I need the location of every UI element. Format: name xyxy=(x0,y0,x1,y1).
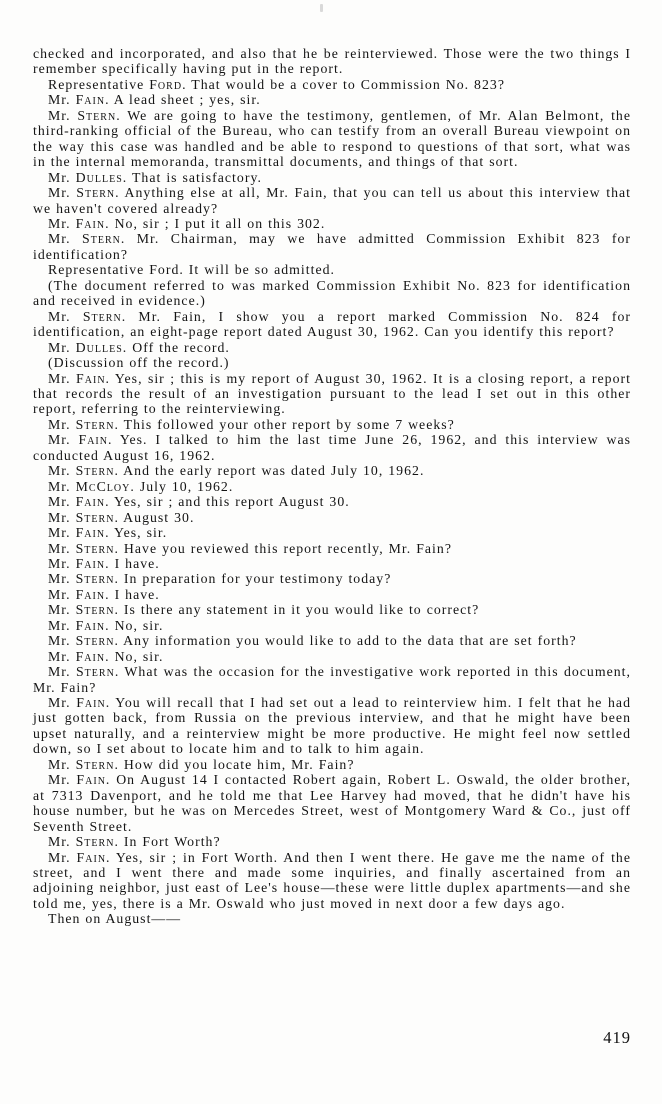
speaker-name: Stern. xyxy=(75,834,119,850)
speaker-prefix: Mr. xyxy=(48,648,76,664)
paragraph: Mr. Fain. A lead sheet ; yes, sir. xyxy=(48,92,261,108)
speaker-prefix: Mr. xyxy=(48,586,76,602)
speaker-prefix: Mr. xyxy=(48,463,76,479)
speaker-name: Fain. xyxy=(75,215,110,231)
paragraph: (The document referred to was marked Commission Exhibit No. 823 for identification and received in evidence.) xyxy=(33,277,631,309)
speaker-prefix: Mr. xyxy=(48,509,76,525)
speaker-name: Fain. xyxy=(75,525,110,541)
paragraph: Mr. Stern. Any information you would like to add to the data that are set forth? xyxy=(48,633,577,649)
speaker-prefix: Mr. xyxy=(48,602,76,618)
speaker-prefix: Mr. xyxy=(48,617,76,633)
speaker-prefix: Mr. xyxy=(48,308,83,324)
speaker-name: Fain. xyxy=(75,555,110,571)
speaker-prefix: Mr. xyxy=(48,92,76,108)
speaker-name: Ford. xyxy=(149,76,187,92)
speaker-prefix: Mr. xyxy=(48,772,77,788)
speaker-name: Fain. xyxy=(75,617,110,633)
paragraph: Mr. Stern. Mr. Chairman, may we have admitted Commission Exhibit 823 for identification? xyxy=(33,231,631,262)
paragraph: Mr. Fain. I have. xyxy=(48,586,160,602)
paragraph: Mr. Dulles. That is satisfactory. xyxy=(48,169,262,185)
speaker-prefix: Mr. xyxy=(48,525,76,541)
speaker-prefix: Mr. xyxy=(48,478,76,494)
speaker-name: Stern. xyxy=(77,107,121,123)
speaker-prefix: Mr. xyxy=(48,416,76,432)
speaker-prefix: Mr. xyxy=(48,756,76,772)
speaker-prefix: Mr. xyxy=(48,849,77,865)
paragraph: Mr. Fain. Yes. I talked to him the last time June 26, 1962, and this interview was conducted August 16, 1962. xyxy=(33,432,631,463)
paragraph: Mr. Dulles. Off the record. xyxy=(48,339,230,355)
speaker-prefix: Mr. xyxy=(48,169,76,185)
speaker-name: Stern. xyxy=(75,602,119,618)
paragraph: Mr. Stern. August 30. xyxy=(48,509,195,525)
paragraph: Representative Ford. That would be a cover to Commission No. 823? xyxy=(48,76,505,92)
paragraph: Mr. Stern. In Fort Worth? xyxy=(48,834,221,850)
speaker-name: Dulles. xyxy=(75,169,128,185)
speaker-prefix: Mr. xyxy=(48,555,76,571)
speaker-name: Stern. xyxy=(75,664,120,680)
paragraph: Mr. Stern. Is there any statement in it you would like to correct? xyxy=(48,602,480,618)
speaker-prefix: Mr. xyxy=(48,540,76,556)
speaker-name: Fain. xyxy=(76,849,111,865)
paragraph: Mr. Fain. No, sir. xyxy=(48,648,164,664)
speaker-name: McCloy. xyxy=(75,478,135,494)
speaker-name: Stern. xyxy=(75,571,119,587)
paragraph: (Discussion off the record.) xyxy=(48,355,230,371)
speaker-name: Stern. xyxy=(75,540,119,556)
transcript-body xyxy=(33,46,631,927)
speaker-prefix: Mr. xyxy=(48,231,82,247)
paragraph: Mr. Stern. This followed your other report by some 7 weeks? xyxy=(48,416,455,432)
speaker-name: Dulles. xyxy=(75,339,128,355)
paragraph: Mr. Stern. And the early report was dated July 10, 1962. xyxy=(48,463,425,479)
paragraph: Mr. Fain. Yes, sir ; in Fort Worth. And then I went there. He gave me the name of the street, and I went there and made some inquiries, and finally ascertained from an adjoining neighbor, just east of Lee's house—these were little duplex apartments—and she told me, yes, there is a Mr. Oswald who just moved in next door a few days ago. xyxy=(33,849,631,911)
speaker-prefix: Mr. xyxy=(48,185,77,201)
speaker-name: Stern. xyxy=(75,463,119,479)
paragraph: Mr. Stern. Mr. Fain, I show you a report marked Commission No. 824 for identification, an eight-page report dated August 30, 1962. Can you identify this report? xyxy=(33,308,631,340)
speaker-prefix: Mr. xyxy=(48,834,76,850)
speaker-name: Stern. xyxy=(82,231,126,247)
speaker-name: Stern. xyxy=(75,509,119,525)
speaker-prefix: Representative xyxy=(48,76,150,92)
paragraph: Mr. Stern. We are going to have the testimony, gentlemen, of Mr. Alan Belmont, the third-ranking official of the Bureau, who can testify from an overall Bureau viewpoint on the way this case was handled and be able to respond to questions of that sort, what was in the internal memoranda, transmittal documents, and things of that sort. xyxy=(33,107,631,170)
scan-artifact-mark xyxy=(320,4,323,12)
paragraph: Mr. Fain. On August 14 I contacted Robert again, Robert L. Oswald, the older brother, at 7313 Davenport, and he told me that Lee Harvey had moved, that he didn't have his house number, but he was on Mercedes Street, west of Montgomery Ward & Co., just off Seventh Street. xyxy=(33,772,631,834)
speaker-name: Fain. xyxy=(75,494,110,510)
speaker-name: Fain. xyxy=(76,695,111,711)
speaker-name: Fain. xyxy=(76,370,111,386)
speaker-name: Fain. xyxy=(75,586,110,602)
speaker-prefix: Mr. xyxy=(48,695,77,711)
page-number: 419 xyxy=(603,1028,631,1047)
speaker-name: Fain. xyxy=(75,92,110,108)
paragraph: Mr. Fain. Yes, sir ; and this report August 30. xyxy=(48,494,350,510)
paragraph: Mr. Stern. Anything else at all, Mr. Fain, that you can tell us about this interview that we haven't covered already? xyxy=(33,185,631,216)
speaker-name: Stern. xyxy=(75,416,119,432)
speaker-prefix: Mr. xyxy=(48,633,76,649)
paragraph: Mr. Fain. Yes, sir ; this is my report of August 30, 1962. It is a closing report, a report that records the result of an investigation pursuant to the lead I set out in this other report, referring to the reinterviewing. xyxy=(33,370,631,417)
speaker-name: Fain. xyxy=(76,772,111,788)
speaker-prefix: Mr. xyxy=(48,107,78,123)
speaker-name: Stern. xyxy=(75,756,119,772)
paragraph: Representative Ford. It will be so admitted. xyxy=(48,262,335,278)
paragraph: Mr. Fain. No, sir ; I put it all on this 302. xyxy=(48,215,326,231)
speaker-prefix: Mr. xyxy=(48,571,76,587)
paragraph: Mr. Fain. Yes, sir. xyxy=(48,525,168,541)
speaker-prefix: Mr. xyxy=(48,370,77,386)
paragraph: Mr. Fain. I have. xyxy=(48,555,160,571)
speaker-prefix: Mr. xyxy=(48,339,76,355)
speaker-name: Stern. xyxy=(76,185,120,201)
speaker-prefix: Mr. xyxy=(48,432,79,448)
paragraph: Mr. Fain. You will recall that I had set out a lead to reinterview him. I felt that he had just gotten back, from Russia on the previous interview, and that he might have been upset naturally, and a reinterview might be more productive. He might feel now settled down, so I set about to locate him and to talk to him again. xyxy=(33,695,631,757)
paragraph: Then on August—— xyxy=(48,911,182,927)
paragraph: Mr. McCloy. July 10, 1962. xyxy=(48,478,234,494)
paragraph: Mr. Stern. What was the occasion for the investigative work reported in this document, Mr. Fain? xyxy=(33,664,631,695)
paragraph: checked and incorporated, and also that he be reinterviewed. Those were the two things I remember specifically having put in the report. xyxy=(33,46,631,77)
speaker-name: Stern. xyxy=(75,633,119,649)
speaker-prefix: Mr. xyxy=(48,215,76,231)
paragraph: Mr. Stern. Have you reviewed this report recently, Mr. Fain? xyxy=(48,540,452,556)
speaker-prefix: Mr. xyxy=(48,664,76,680)
speaker-name: Fain. xyxy=(78,432,113,448)
speaker-name: Stern. xyxy=(82,308,127,324)
speaker-prefix: Mr. xyxy=(48,494,76,510)
paragraph: Mr. Stern. How did you locate him, Mr. Fain? xyxy=(48,756,355,772)
paragraph: Mr. Fain. No, sir. xyxy=(48,617,164,633)
paragraph: Mr. Stern. In preparation for your testimony today? xyxy=(48,571,392,587)
speaker-name: Fain. xyxy=(75,648,110,664)
